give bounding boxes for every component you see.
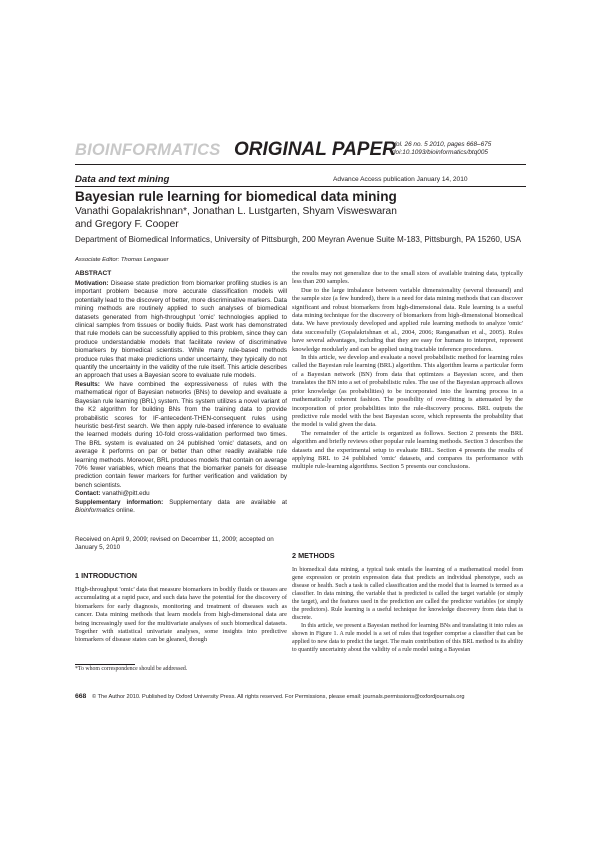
supplementary-journal: Bioinformatics [75,506,115,514]
journal-name: BIOINFORMATICS [75,141,221,159]
results-label: Results: [75,380,100,388]
page-number: 668 [75,693,87,700]
authors-line-2: and Gregory F. Cooper [75,219,179,230]
abstract-heading: ABSTRACT [75,270,112,277]
supplementary-suffix: online. [116,506,135,514]
methods-heading: 2 METHODS [292,551,335,560]
citation-doi: doi:10.1093/bioinformatics/btq005 [392,149,488,157]
contact-label: Contact: [75,490,101,498]
methods-body [292,566,523,654]
associate-editor: Associate Editor: Thomas Lengauer [75,257,169,263]
supplementary-label: Supplementary information: [75,498,164,506]
contact-email[interactable]: vanathi@pitt.edu [102,490,150,498]
footnote: *To whom correspondence should be addressed. [75,666,188,672]
authors-line-1: Vanathi Gopalakrishnan*, Jonathan L. Lustgarten, Shyam Visweswaran [75,206,397,217]
supplementary-text: Supplementary data are available at [169,498,288,506]
footnote-rule [75,664,135,665]
copyright-line: © The Author 2010. Published by Oxford University Press. All rights reserved. For Permissions, please email: journals.permissions@oxfordjournals.org [92,694,465,700]
citation-volume: Vol. 26 no. 5 2010, pages 668–675 [392,141,492,148]
received-dates: Received on April 9, 2009; revised on December 11, 2009; accepted on January 5, 2010 [75,536,274,552]
paragraph: the results may not generalize due to the small sizes of available training data, typically less than 200 samples. [292,270,523,286]
introduction-body: High-throughput 'omic' data that measure biomarkers in bodily fluids or tissues are accumulating at a rapid pace, and such data have the potential for the discovery of biomarkers for early diagnosis, monitoring and treatment of diseases such as cancer. Data mining methods that learn models from high-dimensional data are being increasingly used for the multivariate analyses of such biomedical datasets. Together with statistical univariate analyses, some insights into predictive biomarkers of disease states can be gleaned, though [75,586,287,644]
header-rule [75,164,526,165]
paper-title: Bayesian rule learning for biomedical data mining [75,189,397,204]
abstract-body [75,280,287,515]
section-label: Data and text mining [75,174,170,185]
introduction-heading: 1 INTRODUCTION [75,571,138,580]
paragraph: In this article, we present a Bayesian method for learning BNs and translating it into rules as shown in Figure 1. A rule model is a set of rules that together comprise a classifier that can be applied to new data to predict the target. The main contribution of this BRL method is its ability to quantify uncertainty about the validity of a rule model using a Bayesian [292,623,523,653]
citation-block [392,141,491,158]
affiliation: Department of Biomedical Informatics, University of Pittsburgh, 200 Meyran Avenue Suite M-183, Pittsburgh, PA 15260, USA [75,235,521,244]
right-column-body [292,270,523,472]
paragraph: In this article, we develop and evaluate a novel probabilistic method for learning rules called the Bayesian rule learning (BRL) algorithm. This algorithm learns a particular form of a Bayesian network (BN) from data that optimizes a Bayesian score, and then translates the BN into a set of probabilistic rules. The use of the Bayesian approach allows prior knowledge (as probabilities) to be incorporated into the learning process in a mathematically coherent fashion. The possibility of over-fitting is attenuated by the incorporation of prior probabilities into the rule-discovery process. BRL outputs the predictive rule model with the best Bayesian score, which represents the probability that the model is valid given the data. [292,354,523,429]
paragraph: Due to the large imbalance between variable dimensionality (several thousand) and the sample size (a few hundred), there is a need for data mining methods that can discover significant and robust biomarkers from high-dimensional data. Rule learning is a useful data mining technique for the discovery of biomarkers from high-dimensional biomedical data. We have previously developed and applied rule learning methods to analyze 'omic' data successfully (Gopalakrishnan et al., 2004, 2006; Ranganathan et al., 2005). Rules have several advantages, including that they are easy for humans to interpret, represent knowledge modularly and can be applied using tractable inference procedures. [292,286,523,353]
advance-access: Advance Access publication January 14, 2010 [333,176,468,183]
paper-type: ORIGINAL PAPER [234,139,396,160]
motivation-text: Disease state prediction from biomarker profiling studies is an important problem because more accurate classification models will potentially lead to the discovery of better, more discriminative markers. Data mining methods are routinely applied to such analyses of biomedical datasets generated from high-throughput 'omic' technologies applied to clinical samples from tissues or bodily fluids. Past work has demonstrated that rule models can be successfully applied to this problem, since they can produce understandable models that facilitate review of discriminative biomarkers by biomedical scientists. While many rule-based methods produce rules that make predictions under uncertainty, they typically do not quantify the uncertainty in the validity of the rule itself. This article describes an approach that uses a Bayesian score to evaluate rule models. [75,280,288,380]
results-text: We have combined the expressiveness of rules with the mathematical rigor of Bayesian networks (BNs) to develop and evaluate a Bayesian rule learning (BRL) system. This system utilizes a novel variant of the K2 algorithm for building BNs from the training data to provide probabilistic scores for IF-antecedent-THEN-consequent rules using heuristic best-first search. We then apply rule-based inference to evaluate the learned models during 10-fold cross-validation performed two times. The BRL system is evaluated on 24 published 'omic' datasets, and on average it performs on par or better than other readily available rule learning methods. Moreover, BRL produces models that contain on average 70% fewer variables, which means that the biomarker panels for disease prediction contain fewer markers for further verification and validation by bench scientists. [75,380,288,489]
motivation-label: Motivation: [75,280,109,287]
paragraph: The remainder of the article is organized as follows. Section 2 presents the BRL algorithm and briefly reviews other popular rule learning methods. Section 3 describes the datasets and the experimental setup to evaluate BRL. Section 4 presents the results of applying BRL to 24 published 'omic' datasets, and compares its performance with multiple rule-learning algorithms. Section 5 presents our conclusions. [292,429,523,471]
section-rule [75,186,526,187]
paragraph: In biomedical data mining, a typical task entails the learning of a mathematical model from gene expression or protein expression data that predicts an individual phenotype, such as disease or health. Such a task is called classification and the model that is learned is termed as a classifier. In data mining, the variable that is predicted is called the target variable (or simply the target), and the features used in the prediction are called the predictor variables (or simply the predictors). Rule learning is a useful technique for knowledge discovery from data that is discrete. [292,567,523,621]
